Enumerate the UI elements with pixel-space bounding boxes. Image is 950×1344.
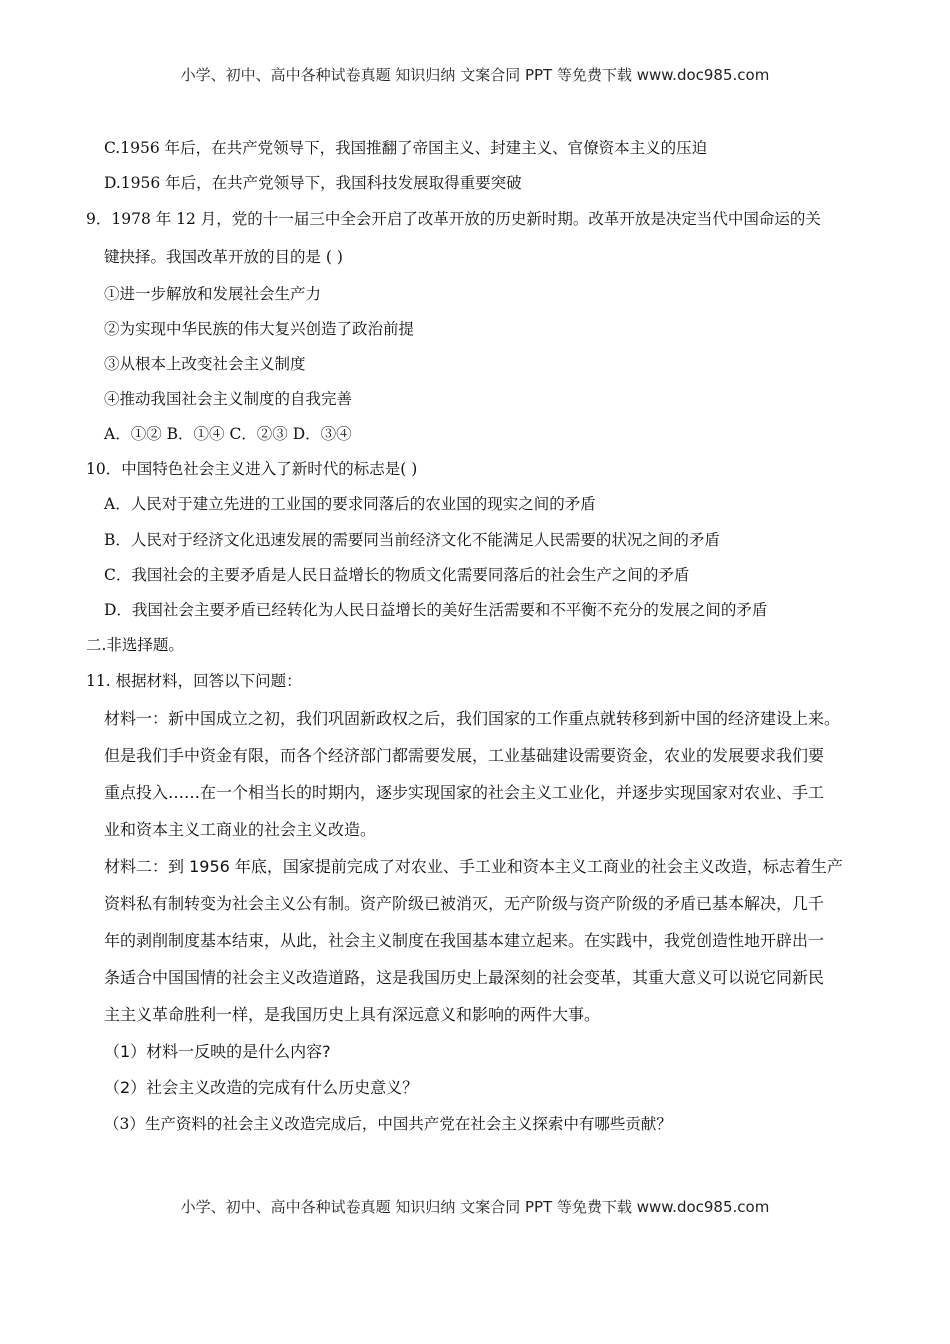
q11-material2-line: 材料二：到 1956 年底，国家提前完成了对农业、手工业和资本主义工商业的社会主义改造，标志着生产 <box>104 857 843 876</box>
q10-option-c: C．我国社会的主要矛盾是人民日益增长的物质文化需要同落后的社会生产之间的矛盾 <box>104 566 690 584</box>
q9-item-4: ④推动我国社会主义制度的自我完善 <box>104 390 353 408</box>
q11-material2-line: 条适合中国国情的社会主义改造道路，这是我国历史上最深刻的社会变革，其重大意义可以说它同新民 <box>104 968 825 987</box>
page-header: 小学、初中、高中各种试卷真题 知识归纳 文案合同 PPT 等免费下载 www.doc985.com <box>180 66 770 84</box>
q10-option-b: B．人民对于经济文化迅速发展的需要同当前经济文化不能满足人民需要的状况之间的矛盾 <box>104 531 720 549</box>
q9-item-3: ③从根本上改变社会主义制度 <box>104 355 306 373</box>
q8-option-d: D.1956 年后，在共产党领导下，我国科技发展取得重要突破 <box>104 174 522 192</box>
page-footer: 小学、初中、高中各种试卷真题 知识归纳 文案合同 PPT 等免费下载 www.doc985.com <box>180 1198 770 1216</box>
q11-sub-question-3: （3）生产资料的社会主义改造完成后，中国共产党在社会主义探索中有哪些贡献？ <box>104 1115 672 1133</box>
q10-option-d: D．我国社会主要矛盾已经转化为人民日益增长的美好生活需要和不平衡不充分的发展之间的矛盾 <box>104 601 768 619</box>
q9-stem-line1: 9．1978 年 12 月，党的十一届三中全会开启了改革开放的历史新时期。改革开放是决定当代中国命运的关 <box>86 210 821 228</box>
q10-option-a: A．人民对于建立先进的工业国的要求同落后的农业国的现实之间的矛盾 <box>104 495 596 513</box>
q11-material1-line: 但是我们手中资金有限，而各个经济部门都需要发展，工业基础建设需要资金，农业的发展要求我们要 <box>104 746 825 765</box>
q11-stem: 11. 根据材料，回答以下问题： <box>86 672 302 690</box>
q9-stem-line2: 键抉择。我国改革开放的目的是 ( ) <box>104 248 343 266</box>
q9-item-2: ②为实现中华民族的伟大复兴创造了政治前提 <box>104 320 415 338</box>
q11-material1-line: 材料一：新中国成立之初，我们巩固新政权之后，我们国家的工作重点就转移到新中国的经济建设上来。 <box>104 709 841 728</box>
q11-sub-question-1: （1）材料一反映的是什么内容? <box>104 1042 331 1061</box>
q11-sub-question-2: （2）社会主义改造的完成有什么历史意义？ <box>104 1078 419 1097</box>
q11-material2-line: 年的剥削制度基本结束，从此，社会主义制度在我国基本建立起来。在实践中，我党创造性地开辟出一 <box>104 931 825 950</box>
q11-material1-line: 重点投入……在一个相当长的时期内，逐步实现国家的社会主义工业化，并逐步实现国家对农业、手工 <box>104 783 825 802</box>
q11-material2-line: 主主义革命胜利一样，是我国历史上具有深远意义和影响的两件大事。 <box>104 1005 601 1024</box>
q11-material2-line: 资料私有制转变为社会主义公有制。资产阶级已被消灭，无产阶级与资产阶级的矛盾已基本解决，几千 <box>104 894 825 913</box>
q9-item-1: ①进一步解放和发展社会生产力 <box>104 285 322 303</box>
q10-stem: 10．中国特色社会主义进入了新时代的标志是( ) <box>86 460 418 478</box>
q8-option-c: C.1956 年后，在共产党领导下，我国推翻了帝国主义、封建主义、官僚资本主义的压迫 <box>104 139 708 157</box>
q11-material1-line: 业和资本主义工商业的社会主义改造。 <box>104 820 377 839</box>
section-2-title: 二.非选择题。 <box>86 636 184 654</box>
q9-options: A．①② B．①④ C．②③ D．③④ <box>104 425 352 443</box>
